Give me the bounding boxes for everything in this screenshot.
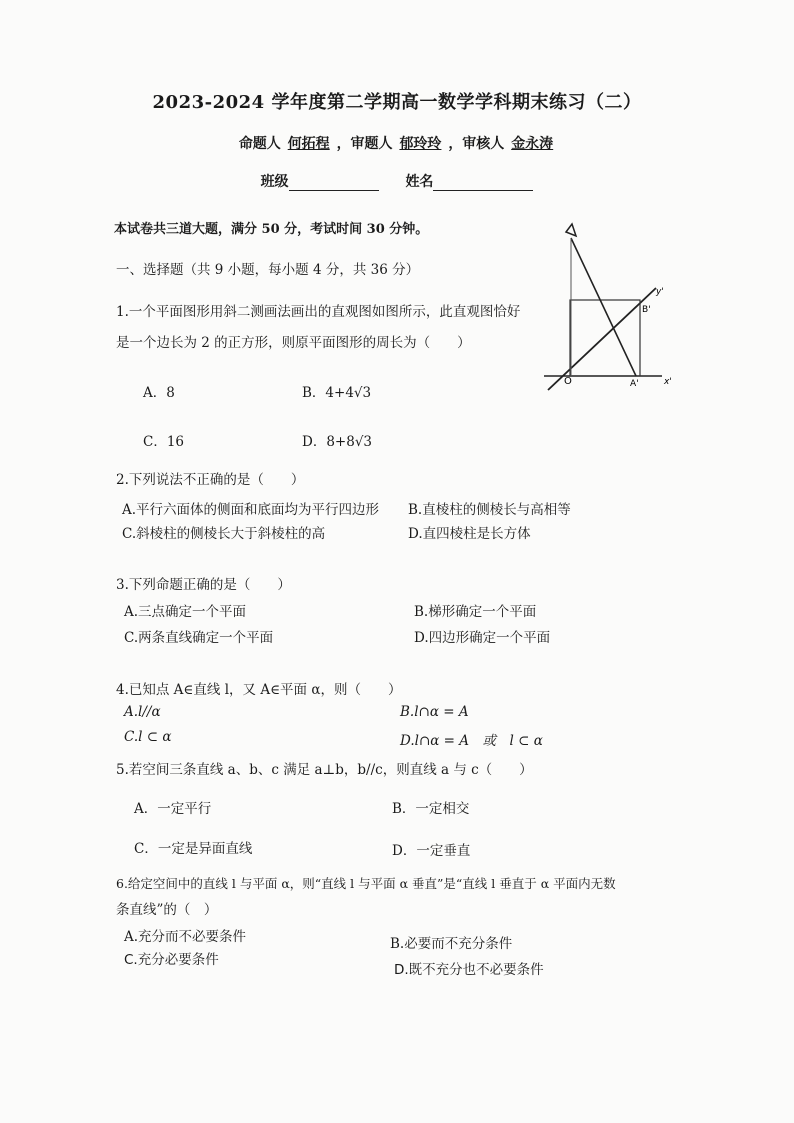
q6-option-c[interactable]: C.充分必要条件 [124, 952, 219, 968]
approver-label: ，审核人 [448, 136, 505, 152]
name-label: 姓名 [405, 174, 434, 190]
setter-label: 命题人 [238, 136, 281, 152]
q1-option-a[interactable]: A．8 [143, 385, 175, 401]
label-a: A' [630, 379, 639, 389]
question-1-line2: 是一个边长为 2 的正方形，则原平面图形的周长为（ ） [116, 335, 471, 351]
q3-option-c[interactable]: C.两条直线确定一个平面 [124, 630, 274, 646]
q6-option-a[interactable]: A.充分而不必要条件 [124, 929, 247, 945]
q3-option-a[interactable]: A.三点确定一个平面 [124, 604, 247, 620]
q2-option-b[interactable]: B.直棱柱的侧棱长与高相等 [408, 502, 571, 518]
approver-name: 金永涛 [511, 136, 554, 152]
label-x: x' [664, 377, 672, 387]
q3-option-d[interactable]: D.四边形确定一个平面 [414, 630, 551, 646]
question-5: 5.若空间三条直线 a、b、c 满足 a⊥b，b//c，则直线 a 与 c（ ） [116, 762, 533, 778]
q1-option-d[interactable]: D．8+8√3 [302, 434, 373, 450]
name-blank[interactable] [433, 176, 533, 191]
staff-line [0, 133, 794, 153]
q3-option-b[interactable]: B.梯形确定一个平面 [414, 604, 537, 620]
class-label: 班级 [260, 174, 289, 190]
question-1-line1: 1.一个平面图形用斜二测画法画出的直观图如图所示，此直观图恰好 [116, 304, 521, 320]
exam-title: 2023-2024 学年度第二学期高一数学学科期末练习（二） [152, 92, 642, 113]
slant-line-right [571, 238, 636, 376]
q6-option-d[interactable]: D.既不充分也不必要条件 [394, 962, 544, 978]
q5-option-d[interactable]: D．一定垂直 [392, 843, 471, 859]
q2-option-d[interactable]: D.直四棱柱是长方体 [408, 526, 531, 542]
q2-option-c[interactable]: C.斜棱柱的侧棱长大于斜棱柱的高 [122, 526, 326, 542]
label-origin: O [564, 376, 572, 387]
q1-option-b[interactable]: B．4+4√3 [302, 385, 372, 401]
class-blank[interactable] [289, 176, 379, 191]
reviewer-name: 郁玲玲 [399, 136, 442, 152]
section-heading: 一、选择题（共 9 小题，每小题 4 分，共 36 分） [116, 262, 420, 278]
q4-option-b[interactable]: B.l∩α = A [400, 704, 469, 720]
question-3: 3.下列命题正确的是（ ） [116, 577, 291, 593]
question-2: 2.下列说法不正确的是（ ） [116, 472, 305, 488]
q5-option-b[interactable]: B．一定相交 [392, 801, 470, 817]
oblique-projection-figure [538, 222, 674, 394]
exam-intro: 本试卷共三道大题，满分 50 分，考试时间 30 分钟。 [114, 222, 429, 237]
setter-name: 何拓程 [287, 136, 330, 152]
question-6-line1: 6.给定空间中的直线 l 与平面 α，则“直线 l 与平面 α 垂直”是“直线 l 垂直于 α 平面内无数 [116, 876, 616, 891]
reviewer-label: ，审题人 [336, 136, 393, 152]
vertex-mark [566, 224, 576, 236]
q4-option-a[interactable]: A.l//α [124, 704, 161, 720]
q6-option-b[interactable]: B.必要而不充分条件 [390, 936, 513, 952]
q5-option-a[interactable]: A．一定平行 [134, 801, 212, 817]
question-6-line2: 条直线”的（ ） [116, 902, 218, 918]
student-info-line [0, 171, 794, 191]
q4-option-c[interactable]: C.l ⊂ α [124, 729, 172, 745]
label-b: B' [642, 305, 651, 315]
q5-option-c[interactable]: C．一定是异面直线 [134, 841, 253, 857]
label-y: y' [656, 287, 664, 297]
q2-option-a[interactable]: A.平行六面体的侧面和底面均为平行四边形 [122, 502, 380, 518]
q1-option-c[interactable]: C．16 [143, 434, 185, 450]
q4-option-d[interactable]: D.l∩α = A 或 l ⊂ α [400, 733, 543, 749]
question-4: 4.已知点 A∈直线 l，又 A∈平面 α，则（ ） [116, 682, 402, 698]
